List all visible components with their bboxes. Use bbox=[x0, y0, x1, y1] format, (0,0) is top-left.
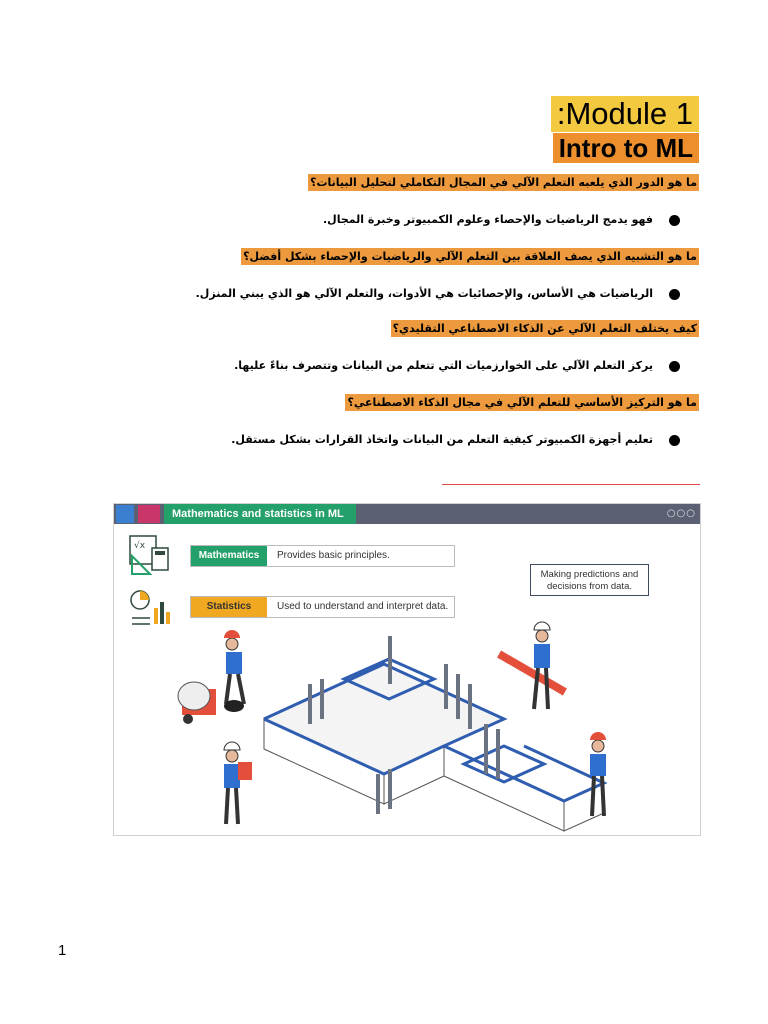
mathematics-description: Provides basic principles. bbox=[277, 550, 390, 561]
page-number: 1 bbox=[58, 942, 67, 959]
slide-image bbox=[113, 503, 701, 836]
answer-text: الرياضيات هي الأساس، والإحصائيات هي الأدوات، والتعلم الآلي هو الذي يبني المنزل. bbox=[195, 287, 653, 300]
question-3: كيف يختلف التعلم الآلي عن الذكاء الاصطناعي التقليدي؟ bbox=[392, 322, 697, 335]
answer-3 bbox=[234, 358, 680, 374]
prediction-callout: Making predictions and decisions from data. bbox=[530, 564, 649, 596]
answer-4 bbox=[231, 432, 680, 448]
worker-carrying-bricks-icon bbox=[224, 742, 252, 824]
bullet-icon bbox=[669, 361, 680, 372]
module-title: :Module 1 bbox=[551, 96, 699, 132]
worker-with-beam-icon bbox=[497, 622, 567, 709]
slide-title-bar bbox=[114, 504, 700, 524]
answer-text: تعليم أجهزة الكمبيوتر كيفية التعلم من البيانات واتخاذ القرارات بشكل مستقل. bbox=[231, 433, 653, 446]
brain-logo-icon bbox=[116, 505, 134, 523]
separator-line bbox=[442, 484, 700, 485]
statistics-chip: Statistics bbox=[191, 597, 267, 617]
answer-1 bbox=[323, 212, 680, 228]
answer-text: يركز التعلم الآلي على الخوارزميات التي تتعلم من البيانات وتتصرف بناءً عليها. bbox=[234, 359, 653, 372]
network-logo-icon bbox=[138, 505, 160, 523]
module-subtitle: Intro to ML bbox=[553, 133, 699, 163]
question-1: ما هو الدور الذي يلعبه التعلم الآلي في المجال التكاملي لتحليل البيانات؟ bbox=[310, 176, 697, 189]
svg-text:√x: √x bbox=[134, 541, 146, 551]
construction-illustration bbox=[114, 524, 701, 836]
bullet-icon bbox=[669, 215, 680, 226]
bullet-icon bbox=[669, 435, 680, 446]
question-4: ما هو التركيز الأساسي للتعلم الآلي في مجال الذكاء الاصطناعي؟ bbox=[347, 396, 697, 409]
mathematics-chip: Mathematics bbox=[191, 546, 267, 566]
slide-title: Mathematics and statistics in ML bbox=[164, 504, 356, 524]
cement-mixer-icon bbox=[178, 682, 216, 724]
bullet-icon bbox=[669, 289, 680, 300]
worker-shoveling-icon bbox=[224, 630, 244, 712]
statistics-description: Used to understand and interpret data. bbox=[277, 601, 449, 612]
answer-2 bbox=[196, 286, 680, 302]
answer-text: فهو يدمج الرياضيات والإحصاء وعلوم الكمبيوتر وخبرة المجال. bbox=[323, 213, 653, 226]
window-dots-icon: ○○○ bbox=[666, 508, 696, 519]
question-2: ما هو التشبيه الذي يصف العلاقة بين التعلم الآلي والرياضيات والإحصاء بشكل أفضل؟ bbox=[243, 250, 697, 263]
